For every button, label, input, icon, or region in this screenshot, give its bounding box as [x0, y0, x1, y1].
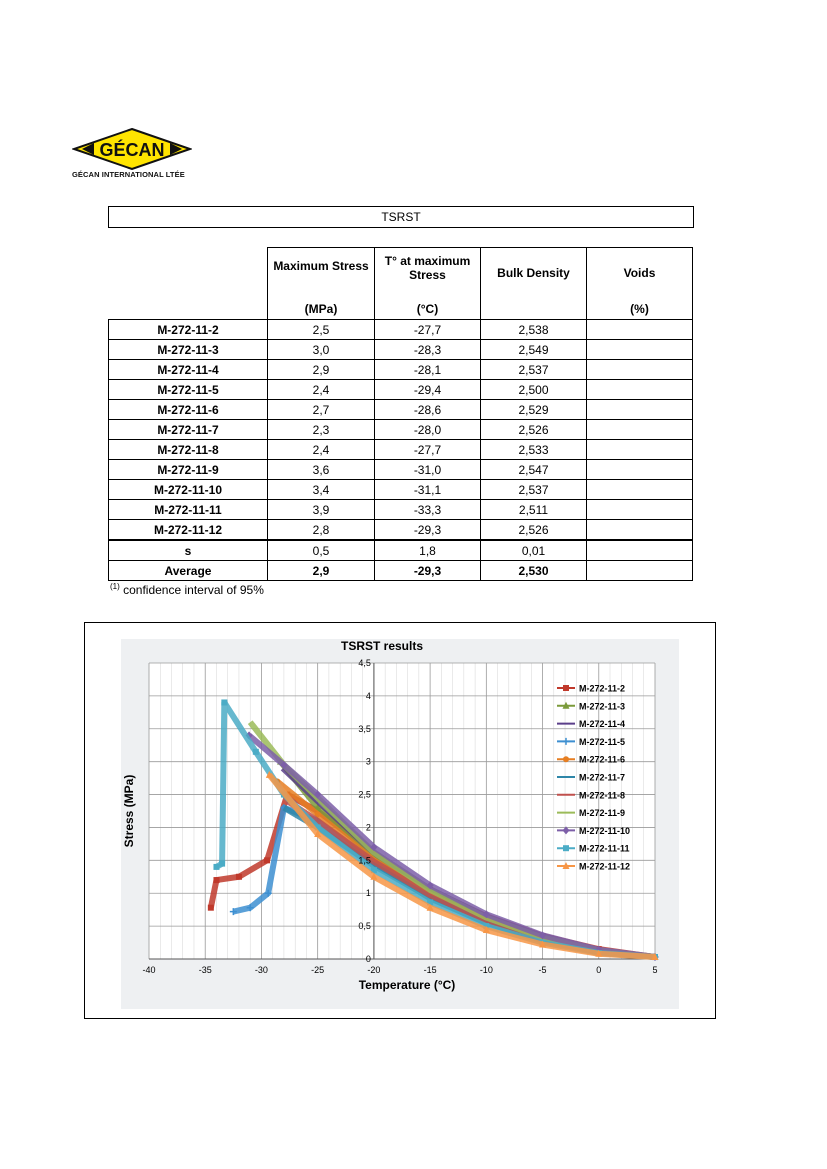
voids-cell	[587, 561, 693, 581]
x-tick-label: 0	[596, 965, 602, 975]
y-tick-label: 3	[365, 756, 371, 767]
header-bulk-density-label: Bulk Density	[497, 266, 570, 280]
stat-label-cell: s	[109, 540, 268, 561]
legend-label: M-272-11-11	[579, 843, 630, 854]
legend-label: M-272-11-5	[579, 736, 626, 747]
average-row	[109, 561, 693, 581]
stress-cell: 2,4	[268, 380, 375, 400]
header-bulk-density	[481, 248, 587, 320]
header-temperature-unit: (°C)	[416, 302, 439, 316]
x-tick-label: -25	[311, 965, 325, 975]
data-point	[253, 749, 259, 755]
voids-cell	[587, 440, 693, 460]
sample-id-cell: M-272-11-4	[109, 360, 268, 380]
chart-title: TSRST results	[340, 639, 424, 653]
stress-cell: 2,9	[268, 360, 375, 380]
density-cell: 2,533	[481, 440, 587, 460]
sample-id-cell: M-272-11-3	[109, 340, 268, 360]
density-cell: 2,547	[481, 460, 587, 480]
temperature-cell: -31,0	[375, 460, 481, 480]
legend-label: M-272-11-2	[579, 683, 626, 694]
voids-cell	[587, 460, 693, 480]
density-cell: 2,500	[481, 380, 587, 400]
y-tick-label: 4,5	[358, 658, 371, 668]
sample-id-cell: M-272-11-10	[109, 480, 268, 500]
density-cell: 2,537	[481, 360, 587, 380]
legend-label: M-272-11-6	[579, 754, 626, 765]
table-row	[109, 400, 693, 420]
density-cell: 2,530	[481, 561, 587, 581]
table-row	[109, 420, 693, 440]
table-row	[109, 320, 693, 340]
temperature-cell: -28,6	[375, 400, 481, 420]
temperature-cell: -27,7	[375, 320, 481, 340]
table-row	[109, 360, 693, 380]
temperature-cell: -29,3	[375, 561, 481, 581]
x-tick-label: -10	[479, 965, 493, 975]
temperature-cell: -28,3	[375, 340, 481, 360]
sample-id-cell: M-272-11-9	[109, 460, 268, 480]
stress-cell: 0,5	[268, 540, 375, 561]
voids-cell	[587, 380, 693, 400]
y-axis-label: Stress (MPa)	[122, 774, 136, 848]
data-point	[563, 845, 569, 851]
data-point	[213, 864, 219, 870]
x-tick-label: 5	[652, 965, 658, 975]
stress-cell: 3,4	[268, 480, 375, 500]
table-row	[109, 460, 693, 480]
density-cell: 2,537	[481, 480, 587, 500]
sample-id-cell: M-272-11-11	[109, 500, 268, 520]
stress-cell: 2,4	[268, 440, 375, 460]
empty-header-cell	[109, 248, 268, 320]
legend-label: M-272-11-3	[579, 701, 626, 712]
y-tick-label: 1,5	[358, 855, 371, 866]
y-tick-label: 3,5	[358, 723, 371, 734]
table-row	[109, 500, 693, 520]
legend-label: M-272-11-10	[579, 825, 631, 836]
header-row	[109, 248, 693, 320]
stress-cell: 3,6	[268, 460, 375, 480]
temperature-cell: -33,3	[375, 500, 481, 520]
data-point	[563, 685, 569, 691]
sample-id-cell: M-272-11-2	[109, 320, 268, 340]
gecan-logo-icon	[72, 128, 192, 170]
legend-label: M-272-11-9	[579, 808, 626, 819]
density-cell: 2,538	[481, 320, 587, 340]
data-point	[219, 861, 225, 867]
data-point	[221, 699, 227, 705]
header-max-stress-unit: (MPa)	[304, 302, 338, 316]
voids-cell	[587, 360, 693, 380]
legend-label: M-272-11-12	[579, 861, 631, 872]
x-axis-label: Temperature (°C)	[358, 978, 456, 992]
results-table	[108, 247, 693, 581]
x-tick-label: -15	[423, 965, 437, 975]
sample-id-cell: M-272-11-5	[109, 380, 268, 400]
voids-cell	[587, 420, 693, 440]
temperature-cell: 1,8	[375, 540, 481, 561]
header-max-stress	[268, 248, 375, 320]
std-dev-row	[109, 540, 693, 561]
table-row	[109, 380, 693, 400]
x-tick-label: -20	[367, 965, 381, 975]
temperature-cell: -29,3	[375, 520, 481, 541]
legend-label: M-272-11-8	[579, 790, 626, 801]
density-cell: 2,549	[481, 340, 587, 360]
stress-cell: 3,9	[268, 500, 375, 520]
table-row	[109, 440, 693, 460]
density-cell: 2,511	[481, 500, 587, 520]
logo-brand-text: GÉCAN	[99, 140, 165, 160]
data-point	[208, 905, 214, 911]
y-tick-label: 4	[365, 690, 371, 701]
sample-id-cell: M-272-11-12	[109, 520, 268, 541]
stat-label-cell: Average	[109, 561, 268, 581]
header-temperature-label: T° at maximum Stress	[384, 254, 471, 282]
x-tick-label: -40	[142, 965, 156, 975]
data-point	[236, 874, 242, 880]
tsrst-chart	[85, 623, 715, 1018]
sample-id-cell: M-272-11-6	[109, 400, 268, 420]
density-cell: 2,526	[481, 520, 587, 541]
stress-cell: 2,7	[268, 400, 375, 420]
legend-label: M-272-11-7	[579, 772, 626, 783]
y-tick-label: 2	[365, 822, 371, 833]
legend-label: M-272-11-4	[579, 719, 626, 730]
density-cell: 0,01	[481, 540, 587, 561]
table-row	[109, 340, 693, 360]
temperature-cell: -28,0	[375, 420, 481, 440]
header-max-stress-label: Maximum Stress	[273, 259, 369, 273]
data-point	[563, 756, 569, 762]
company-name: GÉCAN INTERNATIONAL LTÉE	[72, 170, 185, 179]
x-tick-label: -5	[538, 965, 547, 975]
header-temperature	[375, 248, 481, 320]
temperature-cell: -27,7	[375, 440, 481, 460]
voids-cell	[587, 320, 693, 340]
header-voids	[587, 248, 693, 320]
y-tick-label: 0,5	[358, 921, 371, 932]
sample-id-cell: M-272-11-8	[109, 440, 268, 460]
voids-cell	[587, 540, 693, 561]
voids-cell	[587, 340, 693, 360]
voids-cell	[587, 520, 693, 541]
data-point	[213, 877, 219, 883]
data-point	[264, 857, 270, 863]
y-tick-label: 1	[365, 888, 371, 899]
y-tick-label: 0	[365, 954, 371, 964]
sample-id-cell: M-272-11-7	[109, 420, 268, 440]
footnote	[110, 582, 264, 597]
temperature-cell: -29,4	[375, 380, 481, 400]
stress-cell: 2,9	[268, 561, 375, 581]
header-voids-label: Voids	[623, 266, 656, 280]
stress-cell: 2,8	[268, 520, 375, 541]
voids-cell	[587, 400, 693, 420]
y-tick-label: 2,5	[358, 789, 371, 800]
temperature-cell: -31,1	[375, 480, 481, 500]
density-cell: 2,529	[481, 400, 587, 420]
chart-frame	[84, 622, 716, 1019]
stress-cell: 2,3	[268, 420, 375, 440]
company-logo	[72, 128, 202, 175]
table-row	[109, 520, 693, 541]
stress-cell: 3,0	[268, 340, 375, 360]
voids-cell	[587, 480, 693, 500]
table-title: TSRST	[108, 206, 694, 228]
stress-cell: 2,5	[268, 320, 375, 340]
footnote-text: confidence interval of 95%	[119, 583, 264, 597]
footnote-marker: (1)	[110, 582, 120, 591]
x-tick-label: -35	[198, 965, 212, 975]
x-tick-label: -30	[254, 965, 268, 975]
voids-cell	[587, 500, 693, 520]
density-cell: 2,526	[481, 420, 587, 440]
temperature-cell: -28,1	[375, 360, 481, 380]
table-row	[109, 480, 693, 500]
header-voids-unit: (%)	[630, 302, 649, 316]
